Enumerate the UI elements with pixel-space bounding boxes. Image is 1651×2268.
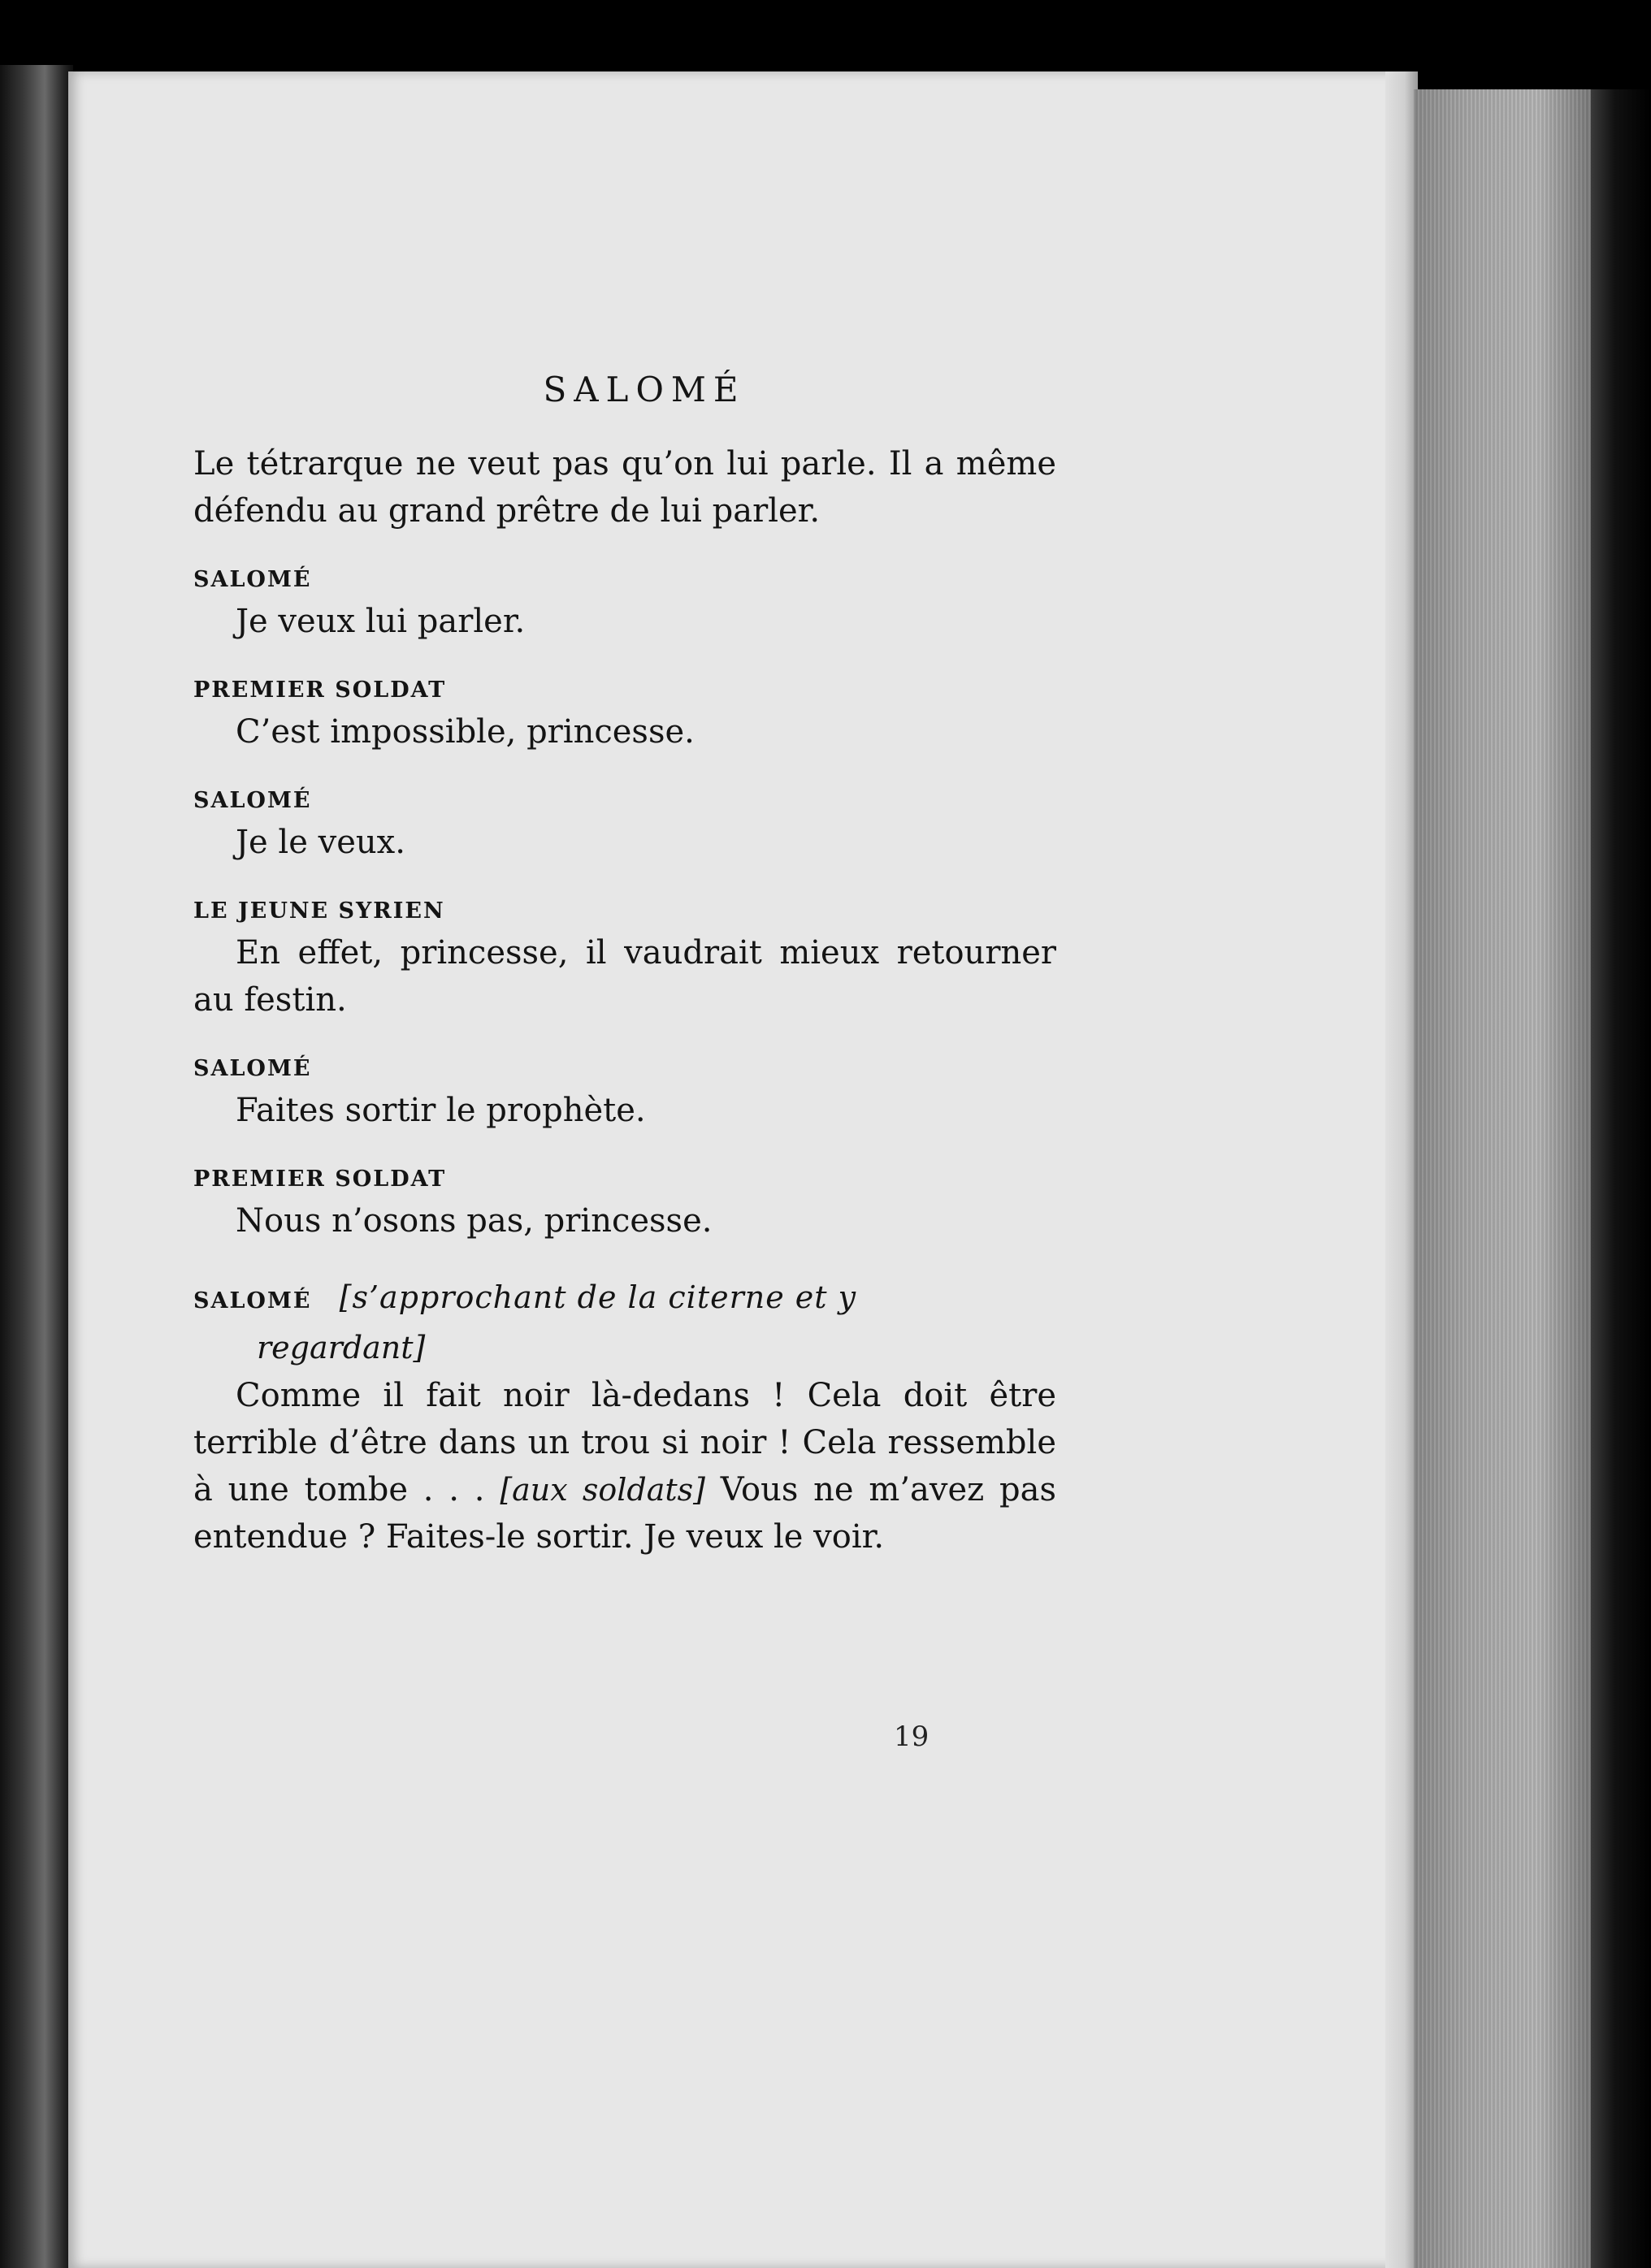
running-head: SALOMÉ xyxy=(543,370,746,409)
speaker-name: SALOMÉ xyxy=(193,1288,312,1314)
right-dark-border xyxy=(1591,89,1651,2268)
final-speech xyxy=(193,1372,1056,1560)
dialogue-line: C’est impossible, princesse. xyxy=(236,713,695,751)
fore-edge-of-pages xyxy=(1414,89,1591,2268)
speaker-with-direction xyxy=(193,1274,1056,1325)
stage-direction-continued: regardant] xyxy=(257,1330,426,1366)
inline-stage-direction: [aux soldats] xyxy=(500,1472,705,1508)
page-text xyxy=(193,370,1056,1560)
speaker-name: PREMIER SOLDAT xyxy=(193,677,447,703)
speaker-name: LE JEUNE SYRIEN xyxy=(193,898,445,924)
speaker-name: SALOMÉ xyxy=(193,567,312,592)
dialogue-line: Faites sortir le prophète. xyxy=(236,1092,646,1129)
speaker-name: SALOMÉ xyxy=(193,1056,312,1081)
opening-paragraph: Le tétrarque ne veut pas qu’on lui parle. Il a même défendu au grand prêtre de lui parler. xyxy=(193,445,1056,530)
stage-direction: [s’approchant de la citerne et y xyxy=(339,1279,857,1315)
speech-text: Vous ne m’avez pas entendue ? Faites-le sortir. Je veux le voir. xyxy=(193,1471,1057,1556)
dialogue-line: Je veux lui parler. xyxy=(236,603,526,640)
left-page-edge xyxy=(0,65,73,2268)
dialogue-line: Je le veux. xyxy=(236,824,405,861)
speaker-name: SALOMÉ xyxy=(193,788,312,813)
speaker-name: PREMIER SOLDAT xyxy=(193,1166,447,1192)
page-number: 19 xyxy=(894,1720,930,1753)
dialogue-line: Nous n’osons pas, princesse. xyxy=(236,1202,713,1240)
page-fold-shadow xyxy=(1385,71,1418,2268)
speech-text: Comme il fait noir là-dedans ! Cela doit être terrible d’être dans un trou si noir ! Cela ressemble à une tombe . . . xyxy=(193,1377,1056,1508)
dialogue-line: En effet, princesse, il vaudrait mieux retourner au festin. xyxy=(193,934,1056,1019)
